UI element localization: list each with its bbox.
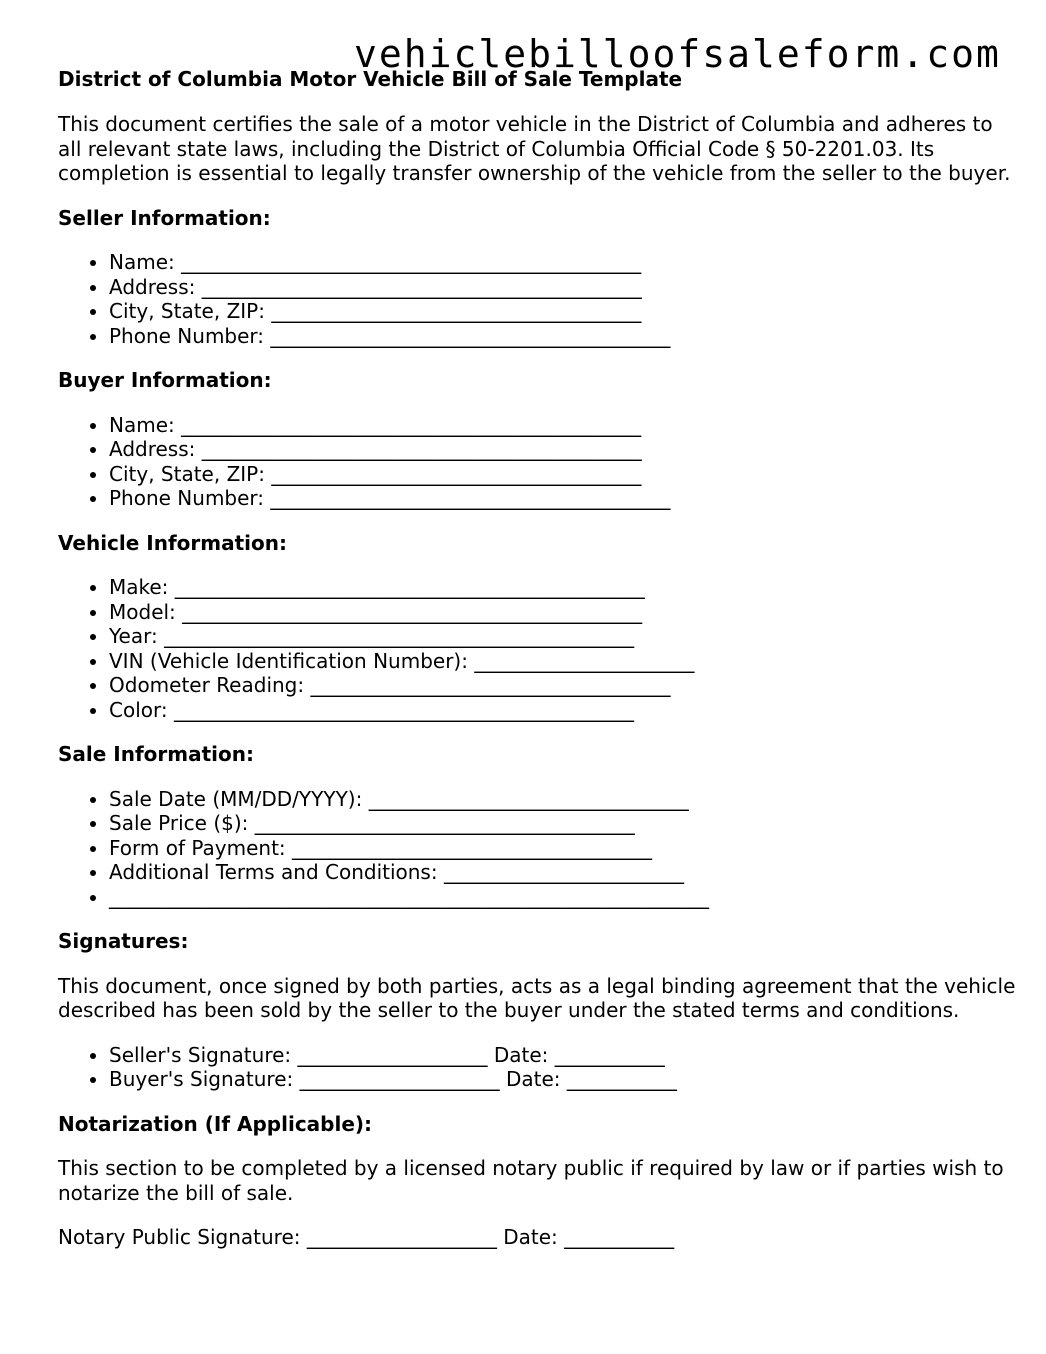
signatures-list bbox=[58, 1043, 1018, 1092]
payment-form-field[interactable]: • Form of Payment: ____________________________________ bbox=[109, 836, 1018, 861]
vehicle-list bbox=[58, 575, 1018, 722]
sale-price-field[interactable]: • Sale Price ($): ______________________________________ bbox=[109, 811, 1018, 836]
intro-paragraph: This document certifies the sale of a motor vehicle in the District of Columbia and adheres to all relevant state laws, including the District of Columbia Official Code § 50-2201.03. Its completion is essential to legally transfer ownership of the vehicle from the seller to the buyer. bbox=[58, 112, 1011, 185]
watermark: vehiclebilloofsaleform.com bbox=[354, 32, 1001, 76]
vehicle-make-field[interactable]: • Make: _______________________________________________ bbox=[109, 575, 1018, 600]
notarization-paragraph: This section to be completed by a licensed notary public if required by law or if parties wish to notarize the bill of sale. bbox=[58, 1156, 1004, 1205]
seller-signature-field[interactable]: • Seller's Signature: ___________________ Date: ___________ bbox=[109, 1043, 1018, 1068]
buyer-list bbox=[58, 413, 1018, 511]
sale-date-field[interactable]: • Sale Date (MM/DD/YYYY): ________________________________ bbox=[109, 787, 1018, 812]
seller-address-field[interactable]: • Address: ____________________________________________ bbox=[109, 275, 1018, 300]
sale-list bbox=[58, 787, 1018, 910]
seller-name-field[interactable]: • Name: ______________________________________________ bbox=[109, 250, 1018, 275]
seller-list bbox=[58, 250, 1018, 348]
buyer-city-state-zip-field[interactable]: • City, State, ZIP: _____________________________________ bbox=[109, 462, 1018, 487]
buyer-signature-field[interactable]: • Buyer's Signature: ____________________ Date: ___________ bbox=[109, 1067, 1018, 1092]
buyer-phone-field[interactable]: • Phone Number: ________________________________________ bbox=[109, 486, 1018, 511]
document bbox=[58, 66, 1018, 1250]
sale-heading: Sale Information: bbox=[58, 742, 254, 766]
signatures-heading: Signatures: bbox=[58, 929, 189, 953]
additional-terms-field[interactable]: • Additional Terms and Conditions: ________________________ bbox=[109, 860, 1018, 885]
notary-signature-field[interactable]: Notary Public Signature: ___________________ Date: ___________ bbox=[58, 1225, 675, 1249]
vehicle-heading: Vehicle Information: bbox=[58, 530, 287, 555]
vehicle-model-field[interactable]: • Model: ______________________________________________ bbox=[109, 600, 1018, 625]
seller-heading: Seller Information: bbox=[58, 205, 271, 230]
notarization-heading: Notarization (If Applicable): bbox=[58, 1111, 373, 1136]
seller-phone-field[interactable]: • Phone Number: ________________________________________ bbox=[109, 324, 1018, 349]
seller-city-state-zip-field[interactable]: • City, State, ZIP: _____________________________________ bbox=[109, 299, 1018, 324]
additional-terms-line[interactable]: • ____________________________________________________________ bbox=[109, 885, 1018, 910]
buyer-heading: Buyer Information: bbox=[58, 368, 272, 392]
vehicle-vin-field[interactable]: • VIN (Vehicle Identification Number): ______________________ bbox=[109, 649, 1018, 674]
buyer-address-field[interactable]: • Address: ____________________________________________ bbox=[109, 437, 1018, 462]
buyer-name-field[interactable]: • Name: ______________________________________________ bbox=[109, 413, 1018, 438]
document-title: District of Columbia Motor Vehicle Bill of Sale Template bbox=[58, 67, 683, 91]
vehicle-year-field[interactable]: • Year: _______________________________________________ bbox=[109, 624, 1018, 649]
vehicle-color-field[interactable]: • Color: ______________________________________________ bbox=[109, 698, 1018, 723]
signatures-paragraph: This document, once signed by both parties, acts as a legal binding agreement that the vehicle described has been sold by the seller to the buyer under the stated terms and conditions. bbox=[58, 973, 1016, 1022]
vehicle-odometer-field[interactable]: • Odometer Reading: ____________________________________ bbox=[109, 673, 1018, 698]
